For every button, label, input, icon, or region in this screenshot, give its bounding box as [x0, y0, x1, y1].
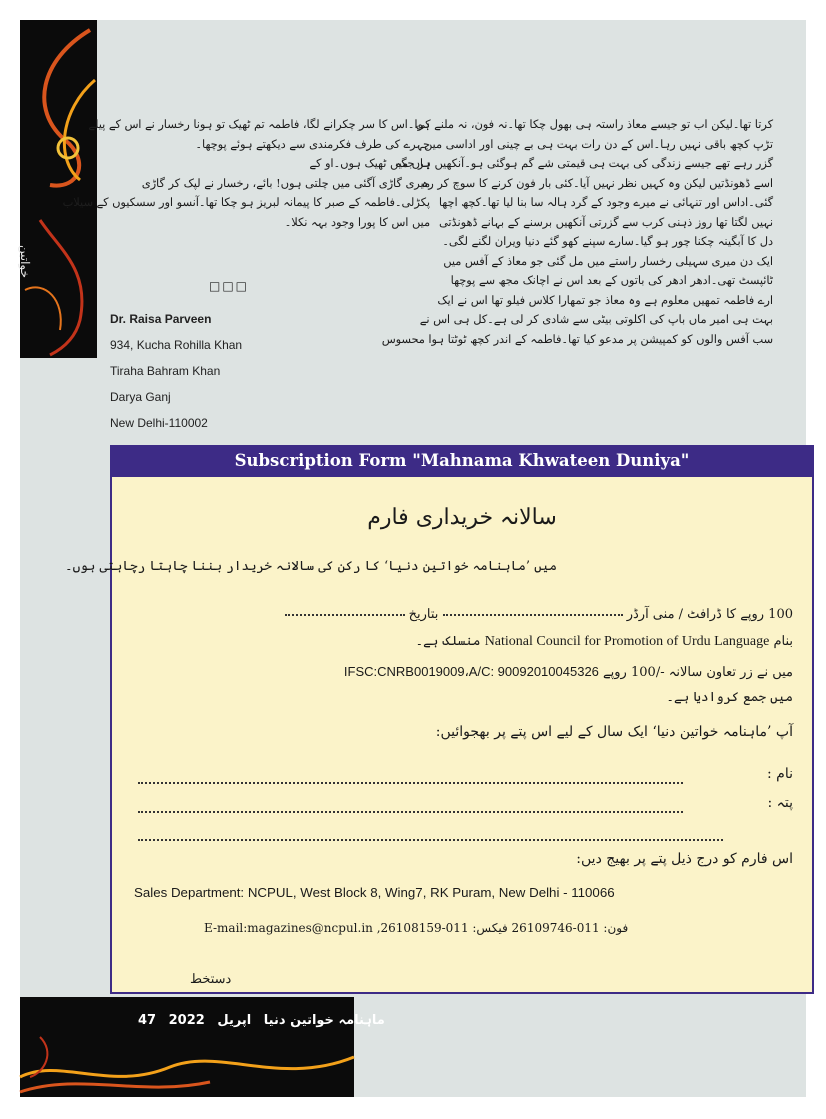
- name-field[interactable]: [138, 782, 683, 784]
- contribution-row: [344, 664, 793, 680]
- deposit-text: میں جمع کروادیا ہے۔: [666, 690, 793, 705]
- article-left-column: [62, 115, 430, 232]
- form-body: [64, 477, 814, 994]
- article-line: تڑپ کچھ باقی نہیں رہا۔اس کے دن رات بہت ہی بے چینی اور اداسی میں: [423, 137, 773, 151]
- date-label: بتاریخ: [408, 607, 439, 622]
- address-intro: آپ ’ماہنامہ خواتین دنیا‘ ایک سال کے لیے اس پتے پر بھجوائیں:: [435, 724, 793, 740]
- payee-suffix: منسلک ہے۔: [415, 634, 481, 649]
- article-line: میری گاڑی آگئی میں چلتی ہوں! بائے، رخسار نے لپک کر گاڑی: [141, 176, 430, 190]
- article-line: گزر رہے تھے جیسے زندگی کی بہت ہی قیمتی شے گم ہوگئی ہو۔آنکھیں ہر جگہ: [394, 157, 773, 170]
- form-intro: میں ’ماہنامہ خواتین دنیا‘ کا رکن کی سالانہ خریدار بننا چاہتا رچاہتی ہوں۔: [64, 559, 557, 574]
- article-line: ایک دن میری سہیلی رخسار راستے میں مل گئی جو معاذ کے آفس میں: [443, 254, 773, 268]
- author-block: [110, 306, 242, 436]
- article-line: ہاں میں ٹھیک ہوں۔او کے: [309, 157, 430, 170]
- article-right-column: [381, 115, 773, 349]
- article-line: دل کا آبگینہ چکنا چور ہو گیا۔سارے سپنے کھو گئے دنیا ویران لگنے لگی۔: [442, 235, 773, 248]
- form-header: Subscription Form "Mahnama Khwateen Duniya": [110, 445, 814, 477]
- footer-swirl-graphic: [20, 997, 354, 1097]
- contact-details: فون: 011-26109746 فیکس: 011-26108159, E-mail:magazines@ncpul.in: [204, 921, 629, 935]
- article-line: اسے ڈھونڈتیں لیکن وہ کہیں نظر نہیں آیا۔کئی بار فون کرنے کا سوچ کر رہ: [421, 176, 773, 190]
- article-line: سب آفس والوں کو کمپیشن پر مدعو کیا تھا۔فاطمہ کے اندر کچھ ٹوٹتا ہوا محسوس: [381, 332, 773, 346]
- article-line: کرتا تھا۔لیکن اب تو جیسے معاذ راستہ ہی بھول چکا تھا۔نہ فون، نہ ملنے کی: [415, 118, 773, 131]
- sales-address: Sales Department: NCPUL, West Block 8, Wing7, RK Puram, New Delhi - 110066: [134, 885, 615, 900]
- amount-label: 100 روپے کا ڈرافٹ / منی آرڈر: [626, 607, 793, 622]
- section-label: خواتین: [18, 245, 32, 279]
- draft-number-field[interactable]: [443, 614, 623, 616]
- author-address-line: Tiraha Bahram Khan: [110, 364, 221, 378]
- payee-prefix: بنام: [773, 634, 793, 649]
- author-address-line: 934, Kucha Rohilla Khan: [110, 338, 243, 352]
- magazine-page: [20, 20, 806, 1097]
- date-field[interactable]: [285, 614, 405, 616]
- page-number: 47: [138, 1013, 157, 1028]
- issue-year: 2022: [168, 1013, 205, 1028]
- article-line: گئی۔اداس اور تنہائی نے میرے وجود کے گرد ہالہ سا بنا لیا تھا۔کچھ اچھا: [438, 196, 773, 209]
- amount-row: [285, 607, 794, 622]
- form-title: سالانہ خریداری فارم: [367, 505, 557, 530]
- author-address-line: Darya Ganj: [110, 390, 171, 404]
- send-instructions: اس فارم کو درج ذیل پتے پر بھیج دیں:: [576, 851, 793, 867]
- magazine-name: ماہنامہ خواتین دنیا: [263, 1013, 385, 1028]
- address-label: پتہ :: [767, 795, 793, 811]
- article-line: پکڑلی۔فاطمہ کے صبر کا پیمانہ لبریز ہو چکا تھا۔آنسو اور سسکیوں کے سیلاب: [62, 196, 430, 209]
- article-line: بہت ہی امیر ماں باپ کی اکلوتی بیٹی سے شادی کر لی ہے۔کل ہی اس نے: [419, 313, 773, 326]
- article-end-mark: □□□: [209, 279, 250, 293]
- page-footer: [20, 997, 385, 1097]
- bank-details: IFSC:CNRB0019009،A/C: 90092010045326: [343, 664, 599, 679]
- contribution-text: میں نے زر تعاون سالانہ -/100 روپے: [603, 665, 793, 680]
- author-address-line: New Delhi-110002: [110, 416, 208, 430]
- article-line: ارے فاطمہ تمھیں معلوم ہے وہ معاذ جو تمھارا کلاس فیلو تھا اس نے ایک: [437, 293, 773, 307]
- signature-label: دستخط: [190, 972, 232, 987]
- address-field-line-2[interactable]: [138, 839, 723, 841]
- article-line: ٹائپسٹ تھی۔ادھر ادھر کی باتوں کے بعد اس نے اچانک مجھ سے پوچھا: [450, 274, 773, 287]
- article-line: چہرے کی طرف فکرمندی سے دیکھتے ہوئے پوچھا۔: [195, 137, 430, 151]
- footer-info: [130, 1013, 385, 1028]
- author-name: Dr. Raisa Parveen: [110, 312, 212, 326]
- article-line: میں اس کا پورا وجود بہہ نکلا۔: [284, 215, 430, 229]
- name-label: نام :: [767, 766, 793, 782]
- article-line: نہیں لگتا تھا روز ذہنی کرب سے گزرتی آنکھیں برسنے کے بہانے ڈھونڈتی: [438, 215, 773, 229]
- address-field[interactable]: [138, 811, 683, 813]
- floral-swirl-graphic: [20, 20, 97, 358]
- decorative-side-strip: [20, 20, 97, 358]
- issue-month: اپریل: [217, 1013, 252, 1028]
- payee-name: National Council for Promotion of Urdu Language: [484, 634, 770, 649]
- payee-row: [415, 634, 793, 650]
- article-line: ہوا۔اس کا سر چکرانے لگا، فاطمہ تم ٹھیک تو ہونا رخسار نے اس کے پیلے: [88, 118, 430, 131]
- subscription-form: [64, 445, 814, 996]
